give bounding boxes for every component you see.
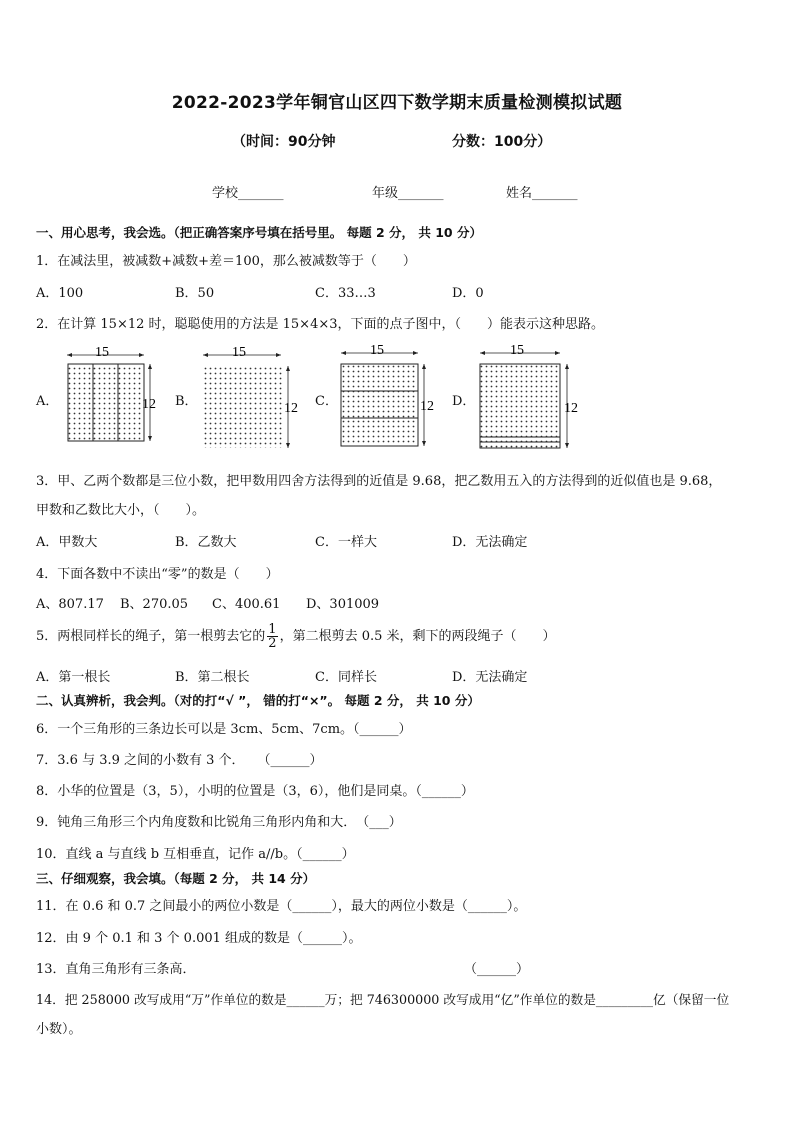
svg-text:15: 15 bbox=[370, 344, 384, 358]
svg-text:12: 12 bbox=[142, 397, 156, 412]
svg-text:12: 12 bbox=[284, 401, 298, 416]
q1-option-a[interactable]: A．100 bbox=[36, 286, 84, 301]
question-13: 13．直角三角形有三条高． bbox=[36, 962, 196, 977]
fraction-numerator: 1 bbox=[268, 622, 277, 637]
q2-option-b[interactable]: B． bbox=[175, 394, 198, 409]
fraction-denominator: 2 bbox=[268, 636, 277, 651]
question-5-prefix: 5．两根同样长的绳子，第一根剪去它的 bbox=[36, 629, 266, 644]
q5-option-d[interactable]: D．无法确定 bbox=[452, 670, 528, 685]
section-3-heading: 三、仔细观察，我会填。（每题 2 分， 共 14 分） bbox=[36, 871, 316, 886]
question-5-suffix: ，第二根剪去 0.5 米，剩下的两段绳子（ ） bbox=[279, 629, 556, 644]
question-1: 1．在减法里，被减数+减数+差＝100，那么被减数等于（ ） bbox=[36, 254, 416, 269]
question-8[interactable]: 8．小华的位置是（3，5），小明的位置是（3，6），他们是同桌。（______） bbox=[36, 784, 474, 799]
q5-option-c[interactable]: C．同样长 bbox=[315, 670, 377, 685]
q4-option-a[interactable]: A、807.17 bbox=[36, 597, 104, 612]
question-14-line-2: 小数）。 bbox=[36, 1022, 82, 1037]
q1-option-c[interactable]: C．33…3 bbox=[315, 286, 376, 301]
q2-option-a[interactable]: A． bbox=[36, 394, 59, 409]
question-5 bbox=[36, 619, 556, 655]
total-score: 分数：100分） bbox=[452, 134, 552, 150]
grade-field[interactable]: 年级_______ bbox=[372, 186, 444, 201]
question-4: 4．下面各数中不读出“零”的数是（ ） bbox=[36, 567, 279, 582]
q4-option-b[interactable]: B、270.05 bbox=[120, 597, 189, 612]
q3-option-a[interactable]: A．甲数大 bbox=[36, 535, 98, 550]
svg-text:12: 12 bbox=[564, 401, 578, 416]
question-13-answer-blank[interactable]: （______） bbox=[464, 962, 530, 977]
dot-grid-figure-a bbox=[62, 346, 162, 448]
name-field[interactable]: 姓名_______ bbox=[506, 186, 578, 201]
q2-option-c[interactable]: C． bbox=[315, 394, 338, 409]
q4-option-c[interactable]: C、400.61 bbox=[212, 597, 281, 612]
svg-text:15: 15 bbox=[232, 346, 246, 360]
section-2-heading: 二、认真辨析，我会判。（对的打“√ ”， 错的打“×”。 每题 2 分， 共 10 分） bbox=[36, 693, 480, 708]
question-7[interactable]: 7．3.6 与 3.9 之间的小数有 3 个． （______） bbox=[36, 753, 323, 768]
dot-grid-figure-c bbox=[336, 344, 446, 452]
q3-option-b[interactable]: B．乙数大 bbox=[175, 535, 237, 550]
question-3-line-2: 甲数和乙数比大小，（ ）。 bbox=[36, 503, 206, 518]
time-limit: （时间：90分钟 bbox=[232, 134, 336, 150]
school-field[interactable]: 学校_______ bbox=[212, 186, 284, 201]
q3-option-d[interactable]: D．无法确定 bbox=[452, 535, 528, 550]
question-12[interactable]: 12．由 9 个 0.1 和 3 个 0.001 组成的数是（______）。 bbox=[36, 931, 362, 946]
section-1-heading: 一、用心思考，我会选。（把正确答案序号填在括号里。 每题 2 分， 共 10 分） bbox=[36, 225, 482, 240]
q1-option-b[interactable]: B．50 bbox=[175, 286, 215, 301]
question-9[interactable]: 9．钝角三角形三个内角度数和比锐角三角形内角和大． （___） bbox=[36, 815, 402, 830]
q1-option-d[interactable]: D．0 bbox=[452, 286, 484, 301]
q4-option-d[interactable]: D、301009 bbox=[306, 597, 380, 612]
dot-grid-figure-b bbox=[198, 346, 308, 450]
question-2: 2．在计算 15×12 时，聪聪使用的方法是 15×4×3，下面的点子图中，（ ）能表示这种思路。 bbox=[36, 317, 605, 332]
question-14-line-1[interactable]: 14．把 258000 改写成用“万”作单位的数是______万；把 746300000 改写成用“亿”作单位的数是_________亿（保留一位 bbox=[36, 992, 730, 1007]
question-11[interactable]: 11．在 0.6 和 0.7 之间最小的两位小数是（______），最大的两位小数是（______）。 bbox=[36, 899, 527, 914]
svg-text:12: 12 bbox=[420, 399, 434, 414]
question-10[interactable]: 10．直线 a 与直线 b 互相垂直，记作 a//b。（______） bbox=[36, 847, 355, 862]
svg-text:15: 15 bbox=[95, 346, 109, 360]
fraction-one-half bbox=[267, 623, 277, 650]
q5-option-b[interactable]: B．第二根长 bbox=[175, 670, 250, 685]
question-3-line-1: 3．甲、乙两个数都是三位小数，把甲数用四舍方法得到的近值是 9.68，把乙数用五入的方法得到的近似值也是 9.68， bbox=[36, 474, 722, 489]
dot-grid-figure-d bbox=[474, 344, 589, 454]
q3-option-c[interactable]: C．一样大 bbox=[315, 535, 377, 550]
q5-option-a[interactable]: A．第一根长 bbox=[36, 670, 111, 685]
svg-text:15: 15 bbox=[510, 344, 524, 358]
question-6[interactable]: 6．一个三角形的三条边长可以是 3cm、5cm、7cm。（______） bbox=[36, 722, 412, 737]
q2-option-d[interactable]: D． bbox=[452, 394, 476, 409]
page-title: 2022-2023学年铜官山区四下数学期末质量检测模拟试题 bbox=[171, 93, 623, 113]
